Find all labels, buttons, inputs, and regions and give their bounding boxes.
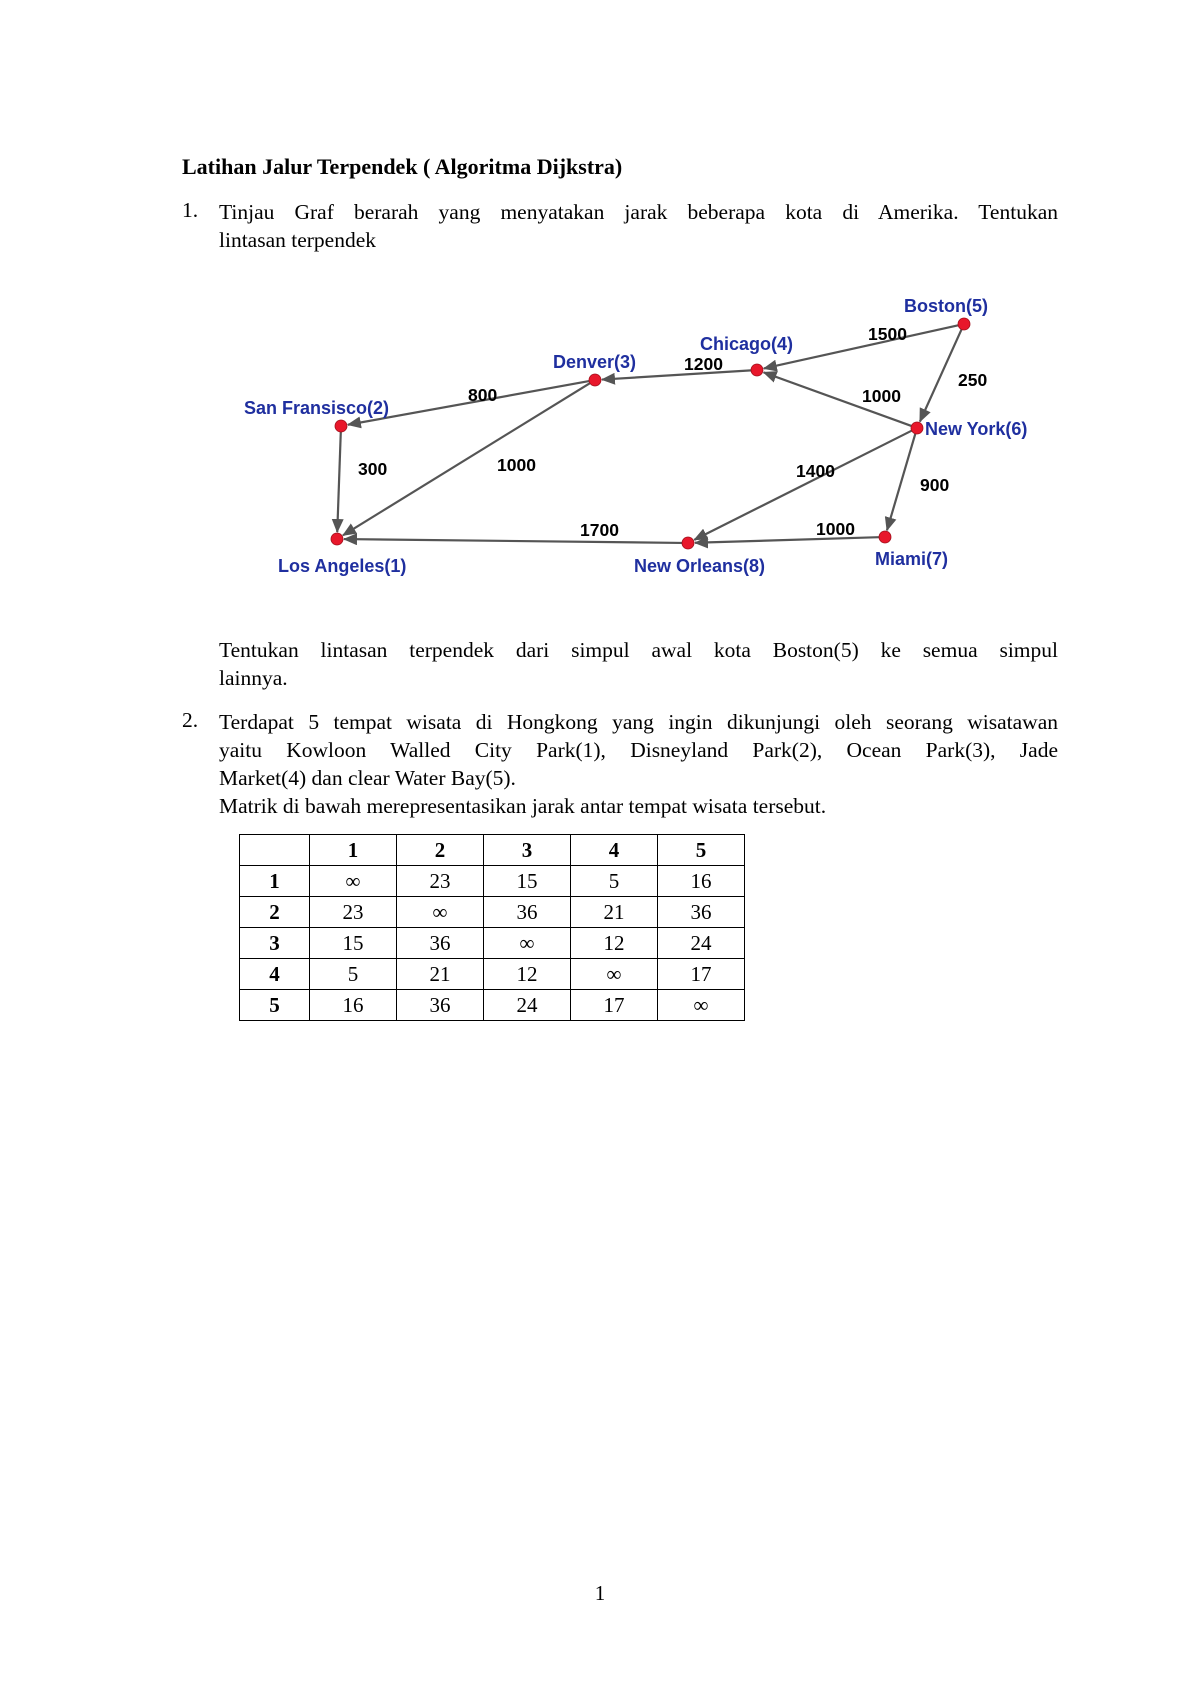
node-label-losangeles: Los Angeles(1) <box>278 556 407 576</box>
question-2-line-1: Terdapat 5 tempat wisata di Hongkong yang ingin dikunjungi oleh seorang wisatawan <box>219 710 1058 734</box>
edge-weight-label: 900 <box>920 475 950 495</box>
page-number: 1 <box>594 1581 606 1605</box>
matrix-row-header: 4 <box>240 959 310 990</box>
node-label-boston: Boston(5) <box>904 296 988 316</box>
edge-sanfransisco-losangeles <box>337 432 341 532</box>
node-chicago <box>751 364 763 376</box>
question-1-followup <box>219 636 1058 692</box>
matrix-cell: 36 <box>658 897 745 928</box>
matrix-cell: 5 <box>571 866 658 897</box>
question-2-line-2: yaitu Kowloon Walled City Park(1), Disneyland Park(2), Ocean Park(3), Jade <box>219 738 1058 762</box>
node-sanfransisco <box>335 420 347 432</box>
matrix-cell: 16 <box>658 866 745 897</box>
matrix-cell: 16 <box>310 990 397 1021</box>
matrix-corner-cell <box>240 835 310 866</box>
matrix-cell: 21 <box>571 897 658 928</box>
node-denver <box>589 374 601 386</box>
node-label-newyork: New York(6) <box>925 419 1028 439</box>
question-2-line-3: Market(4) dan clear Water Bay(5). <box>219 766 516 790</box>
question-1-line-2: lintasan terpendek <box>219 228 377 252</box>
node-miami <box>879 531 891 543</box>
matrix-cell: ∞ <box>658 990 745 1021</box>
edge-newyork-miami <box>887 434 915 531</box>
city-graph <box>0 0 1200 620</box>
node-neworleans <box>682 537 694 549</box>
question-2-line-4: Matrik di bawah merepresentasikan jarak antar tempat wisata tersebut. <box>219 794 827 818</box>
matrix-cell: ∞ <box>571 959 658 990</box>
matrix-cell: 17 <box>571 990 658 1021</box>
edge-weight-label: 300 <box>358 459 388 479</box>
matrix-cell: 21 <box>397 959 484 990</box>
node-losangeles <box>331 533 343 545</box>
matrix-row-header: 2 <box>240 897 310 928</box>
node-label-denver: Denver(3) <box>553 352 637 372</box>
edge-weight-label: 1000 <box>816 519 855 539</box>
edge-weight-label: 1000 <box>862 386 901 406</box>
edge-weight-label: 1000 <box>497 455 536 475</box>
edge-neworleans-losangeles <box>344 539 682 543</box>
question-1-number: 1. <box>182 198 199 222</box>
matrix-cell: ∞ <box>310 866 397 897</box>
question-1-followup-line-1: Tentukan lintasan terpendek dari simpul awal kota Boston(5) ke semua simpul <box>219 638 1058 662</box>
question-2-number: 2. <box>182 708 199 732</box>
matrix-row <box>240 928 745 959</box>
edge-boston-newyork <box>920 329 962 421</box>
question-1-followup-line-2: lainnya. <box>219 666 288 690</box>
node-label-chicago: Chicago(4) <box>700 334 794 354</box>
matrix-cell: 12 <box>484 959 571 990</box>
document-title: Latihan Jalur Terpendek ( Algoritma Dijkstra) <box>182 154 623 179</box>
matrix-cell: 36 <box>484 897 571 928</box>
edge-weight-label: 800 <box>468 385 498 405</box>
matrix-cell: 24 <box>484 990 571 1021</box>
node-label-miami: Miami(7) <box>875 549 949 569</box>
matrix-row-header: 3 <box>240 928 310 959</box>
matrix-cell: 15 <box>310 928 397 959</box>
matrix-cell: 36 <box>397 990 484 1021</box>
matrix-cell: 17 <box>658 959 745 990</box>
matrix-row <box>240 866 745 897</box>
matrix-cell: 15 <box>484 866 571 897</box>
matrix-cell: ∞ <box>397 897 484 928</box>
edge-weight-label: 250 <box>958 370 988 390</box>
matrix-col-header: 2 <box>397 835 484 866</box>
matrix-row <box>240 990 745 1021</box>
matrix-row-header: 1 <box>240 866 310 897</box>
distance-matrix <box>239 834 745 1021</box>
matrix-col-header: 1 <box>310 835 397 866</box>
matrix-cell: 23 <box>397 866 484 897</box>
matrix-row <box>240 959 745 990</box>
matrix-col-header: 3 <box>484 835 571 866</box>
matrix-cell: 36 <box>397 928 484 959</box>
matrix-cell: 23 <box>310 897 397 928</box>
matrix-cell: 24 <box>658 928 745 959</box>
edge-weight-label: 1500 <box>868 324 907 344</box>
edge-weight-label: 1400 <box>796 461 835 481</box>
matrix-header-row <box>240 835 745 866</box>
node-label-sanfransisco: San Fransisco(2) <box>244 398 390 418</box>
node-label-neworleans: New Orleans(8) <box>634 556 766 576</box>
matrix-cell: 5 <box>310 959 397 990</box>
matrix-cell: 12 <box>571 928 658 959</box>
node-boston <box>958 318 970 330</box>
matrix-col-header: 4 <box>571 835 658 866</box>
matrix-row <box>240 897 745 928</box>
matrix-row-header: 5 <box>240 990 310 1021</box>
node-newyork <box>911 422 923 434</box>
edge-weight-label: 1200 <box>684 354 723 374</box>
matrix-cell: ∞ <box>484 928 571 959</box>
matrix-col-header: 5 <box>658 835 745 866</box>
question-2-text <box>219 708 1058 820</box>
edge-newyork-neworleans <box>694 431 911 540</box>
question-1-line-1: Tinjau Graf berarah yang menyatakan jarak beberapa kota di Amerika. Tentukan <box>219 200 1058 224</box>
edge-weight-label: 1700 <box>580 520 619 540</box>
